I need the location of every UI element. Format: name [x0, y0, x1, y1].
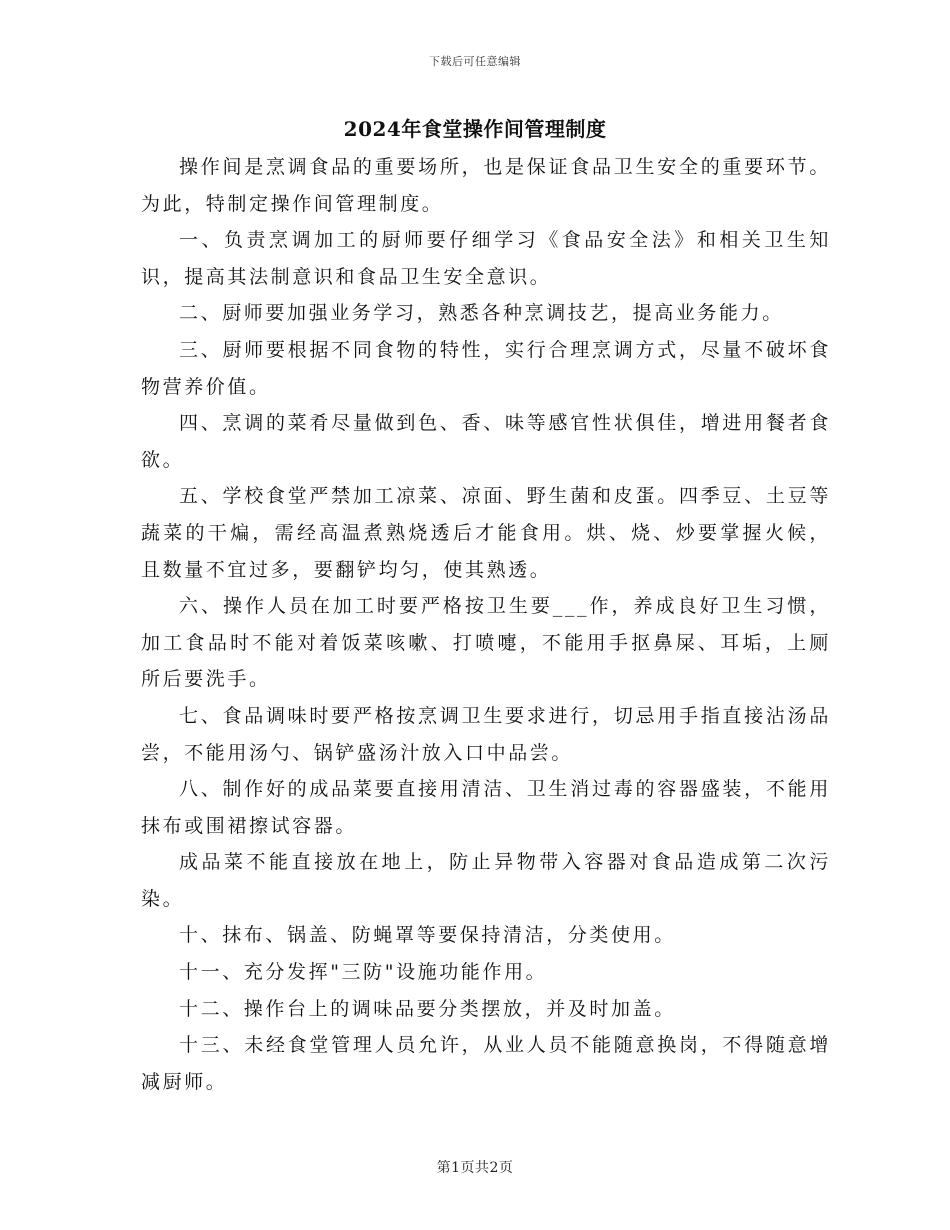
document-body — [141, 149, 831, 1100]
page-number-footer: 第1页共2页 — [436, 1160, 514, 1176]
paragraph-9: 成品菜不能直接放在地上，防止异物带入容器对食品造成第二次污染。 — [141, 851, 831, 910]
paragraph-intro: 操作间是烹调食品的重要场所，也是保证食品卫生安全的重要环节。为此，特制定操作间管理制度。 — [141, 156, 831, 215]
paragraph-13: 十三、未经食堂管理人员允许，从业人员不能随意换岗，不得随意增减厨师。 — [141, 1034, 831, 1093]
paragraph-10: 十、抹布、锅盖、防蝇罩等要保持清洁，分类使用。 — [179, 924, 676, 947]
paragraph-12: 十二、操作台上的调味品要分类摆放，并及时加盖。 — [179, 997, 676, 1020]
paragraph-6: 六、操作人员在加工时要严格按卫生要___作，养成良好卫生习惯，加工食品时不能对着饭菜咳嗽、打喷嚏，不能用手抠鼻屎、耳垢，上厕所后要洗手。 — [141, 595, 831, 691]
paragraph-4: 四、烹调的菜肴尽量做到色、香、味等感官性状俱佳，增进用餐者食欲。 — [141, 412, 831, 471]
document-title: 2024年食堂操作间管理制度 — [343, 117, 607, 141]
paragraph-3: 三、厨师要根据不同食物的特性，实行合理烹调方式，尽量不破坏食物营养价值。 — [141, 338, 831, 398]
paragraph-11: 十一、充分发挥"三防"设施功能作用。 — [179, 961, 548, 984]
paragraph-7: 七、食品调味时要严格按烹调卫生要求进行，切忌用手指直接沾汤品尝，不能用汤勺、锅铲盛汤汁放入口中品尝。 — [141, 704, 831, 764]
page-header-note: 下载后可任意编辑 — [429, 55, 521, 68]
paragraph-8: 八、制作好的成品菜要直接用清洁、卫生消过毒的容器盛装，不能用抹布或围裙擦试容器。 — [141, 778, 831, 837]
paragraph-2: 二、厨师要加强业务学习，熟悉各种烹调技艺，提高业务能力。 — [179, 302, 784, 325]
paragraph-1: 一、负责烹调加工的厨师要仔细学习《食品安全法》和相关卫生知识，提高其法制意识和食品卫生安全意识。 — [141, 229, 831, 288]
paragraph-5: 五、学校食堂严禁加工凉菜、凉面、野生菌和皮蛋。四季豆、土豆等蔬菜的干煸，需经高温煮熟烧透后才能食用。烘、烧、炒要掌握火候，且数量不宜过多，要翻铲均匀，使其熟透。 — [141, 485, 831, 581]
